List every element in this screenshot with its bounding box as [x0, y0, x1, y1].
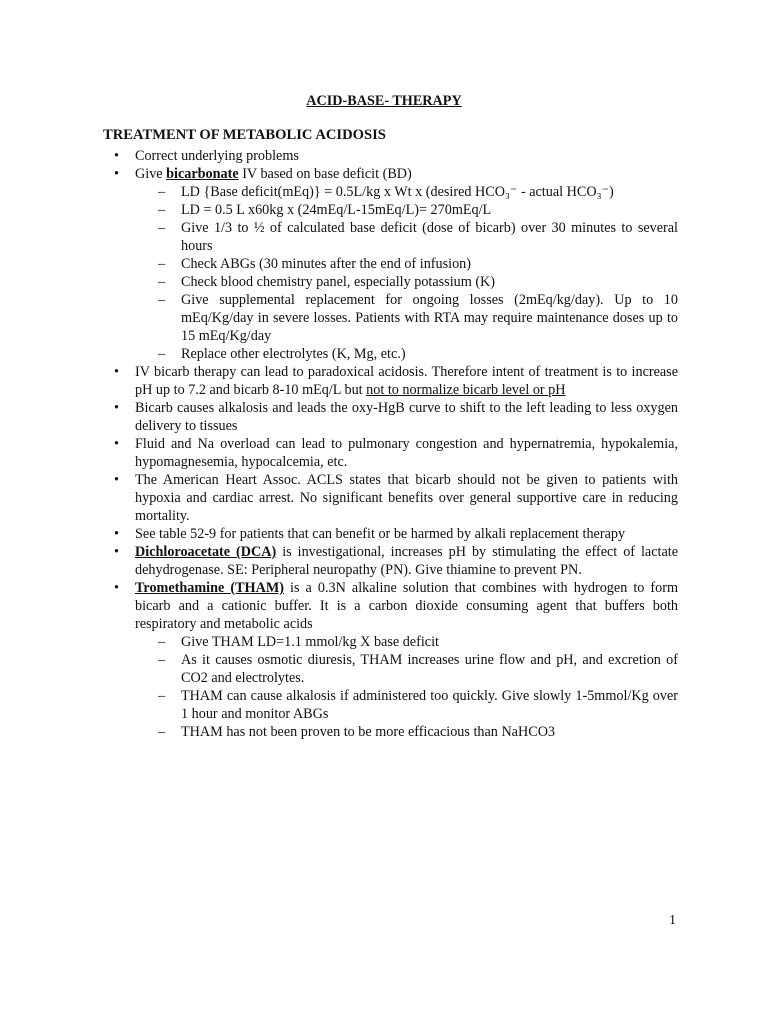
bullet-icon: • [114, 364, 119, 380]
emphasis-term: Dichloroacetate (DCA) [135, 544, 277, 560]
bullet-icon: • [114, 400, 119, 416]
document-title: ACID-BASE- THERAPY [306, 93, 462, 109]
dash-icon: – [158, 202, 166, 218]
dash-icon: – [158, 652, 166, 668]
sub-list-item: – Check blood chemistry panel, especially potassium (K) [158, 274, 496, 290]
sub-list-item: – THAM can cause alkalosis if administered too quickly. Give slowly 1-5mmol/Kg over 1 hour and monitor ABGs [158, 688, 678, 722]
list-item: • Give bicarbonate IV based on base deficit (BD) [114, 166, 412, 182]
sub-list-item: – THAM has not been proven to be more efficacious than NaHCO3 [158, 724, 556, 740]
list-item: • Dichloroacetate (DCA) is investigational, increases pH by stimulating the effect of lactate dehydrogenase. SE: Peripheral neuropathy (PN). Give thiamine to prevent PN. [114, 544, 679, 578]
dash-icon: – [158, 292, 166, 308]
bullet-icon: • [114, 580, 119, 596]
list-item: • Tromethamine (THAM) is a 0.3N alkaline solution that combines with hydrogen to form bicarb and a cationic buffer. It is a carbon dioxide consuming agent that buffers both respiratory and metabolic acids [114, 580, 679, 632]
page-number: 1 [669, 913, 676, 928]
list-item: • See table 52-9 for patients that can benefit or be harmed by alkali replacement therapy [114, 526, 626, 542]
sub-list-item: – Check ABGs (30 minutes after the end of infusion) [158, 256, 471, 272]
underlined-phrase: not to normalize bicarb level or pH [366, 382, 566, 398]
sub-list-item: – LD = 0.5 L x60kg x (24mEq/L-15mEq/L)= 270mEq/L [158, 202, 492, 218]
bullet-icon: • [114, 166, 119, 182]
sub-list-item: – Give THAM LD=1.1 mmol/kg X base deficit [158, 634, 439, 650]
bullet-icon: • [114, 472, 119, 488]
dash-icon: – [158, 634, 166, 650]
sub-list-item: – Give supplemental replacement for ongoing losses (2mEq/kg/day). Up to 10 mEq/Kg/day in severe losses. Patients with RTA may require maintenance doses up to 15 mEq/Kg/day [158, 292, 678, 344]
dash-icon: – [158, 688, 166, 704]
bullet-icon: • [114, 148, 119, 164]
bullet-icon: • [114, 526, 119, 542]
dash-icon: – [158, 724, 166, 740]
sub-list-item: – As it causes osmotic diuresis, THAM increases urine flow and pH, and excretion of CO2 and electrolytes. [158, 652, 678, 686]
sub-list-item: – Give 1/3 to ½ of calculated base deficit (dose of bicarb) over 30 minutes to several hours [158, 220, 678, 254]
list-item: • The American Heart Assoc. ACLS states that bicarb should not be given to patients with hypoxia and cardiac arrest. No significant benefits over general supportive care in reducing mortality. [114, 472, 678, 524]
treatment-list [103, 147, 678, 741]
emphasis-term: bicarbonate [166, 166, 239, 182]
list-item: • IV bicarb therapy can lead to paradoxical acidosis. Therefore intent of treatment is to increase pH up to 7.2 and bicarb 8-10 mEq/L but not to normalize bicarb level or pH [114, 364, 678, 398]
emphasis-term: Tromethamine (THAM) [135, 580, 284, 596]
bullet-icon: • [114, 544, 119, 560]
dash-icon: – [158, 220, 166, 236]
sub-list-item: – Replace other electrolytes (K, Mg, etc.) [158, 346, 406, 362]
bullet-icon: • [114, 436, 119, 452]
section-heading: TREATMENT OF METABOLIC ACIDOSIS [103, 127, 386, 143]
dash-icon: – [158, 346, 166, 362]
dash-icon: – [158, 184, 166, 200]
list-item: • Fluid and Na overload can lead to pulmonary congestion and hypernatremia, hypokalemia, hypomagnesemia, hypocalcemia, etc. [114, 436, 678, 470]
list-item: • Correct underlying problems [114, 148, 299, 164]
dash-icon: – [158, 256, 166, 272]
dash-icon: – [158, 274, 166, 290]
list-item: • Bicarb causes alkalosis and leads the oxy-HgB curve to shift to the left leading to less oxygen delivery to tissues [114, 400, 678, 434]
sub-list-item: – LD {Base deficit(mEq)} = 0.5L/kg x Wt x (desired HCO₃⁻ - actual HCO₃⁻) [158, 184, 614, 200]
